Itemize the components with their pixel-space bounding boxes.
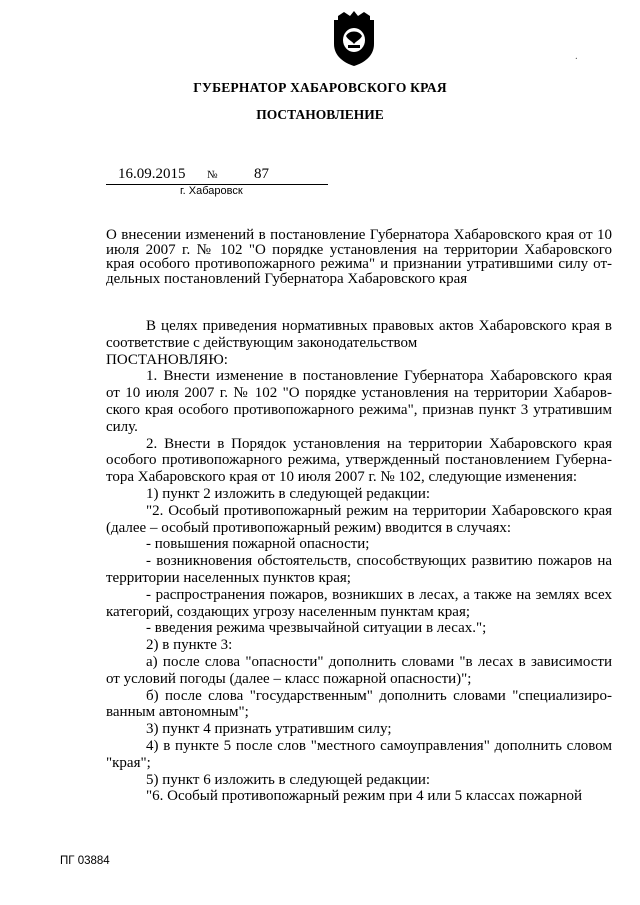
authority-title: ГУБЕРНАТОР ХАБАРОВСКОГО КРАЯ xyxy=(193,80,447,95)
corner-mark: . xyxy=(575,50,578,62)
body-paragraph: 1) пункт 2 изложить в следующей редакции: xyxy=(146,485,431,502)
body-paragraph: - распространения пожаров, возникших в лесах, а также на землях всех категорий, создающих угрозу населенным пунктам края; xyxy=(106,586,612,620)
body-paragraph: 2. Внести в Порядок установления на территории Хабаровского края особого противопожарного режима, утвержденный постановлением Губерна- тора Хабаровского края от 10 июля 2007 г. № 102, следующие изменения: xyxy=(106,435,612,486)
document-number: 87 xyxy=(254,166,269,182)
body-paragraph: а) после слова "опасности" дополнить словами "в лесах в зависимости от условий погоды (далее – класс пожарной опасности)"; xyxy=(106,653,612,687)
body-paragraph: 1. Внести изменение в постановление Губернатора Хабаровского края от 10 июля 2007 г. № 102 "О порядке установления на территории Хабаров- ского края особого противопожарного режима", признав пункт 3 утратившим силу. xyxy=(106,368,612,435)
document-code: ПГ 03884 xyxy=(60,855,110,867)
number-sign: № xyxy=(207,169,218,181)
document-body xyxy=(106,318,612,805)
document-type: ПОСТАНОВЛЕНИЕ xyxy=(256,107,384,122)
city-name: г. Хабаровск xyxy=(180,185,243,197)
body-paragraph: - введения режима чрезвычайной ситуации в лесах."; xyxy=(146,620,487,637)
document-subject: О внесении изменений в постановление Губернатора Хабаровского края от 10 июля 2007 г. № 102 "О порядке установления на территории Хабаровского края особого противопожарного режима" и признании утратившими силу от- дельных постановлений Губернатора Хабаровского края xyxy=(106,227,612,287)
body-paragraph: 2) в пункте 3: xyxy=(146,637,233,654)
body-paragraph: "6. Особый противопожарный режим при 4 или 5 классах пожарной xyxy=(146,788,583,805)
date-number-line xyxy=(106,166,328,185)
body-paragraph: - повышения пожарной опасности; xyxy=(146,536,370,553)
body-paragraph: 3) пункт 4 признать утратившим силу; xyxy=(146,721,392,738)
body-paragraph: б) после слова "государственным" дополнить словами "специализиро- ванным автономным"; xyxy=(106,687,612,721)
body-paragraph: "2. Особый противопожарный режим на территории Хабаровского края (далее – особый противопожарный режим) вводится в случаях: xyxy=(106,502,612,536)
body-paragraph: ПОСТАНОВЛЯЮ: xyxy=(106,351,228,368)
body-paragraph: 5) пункт 6 изложить в следующей редакции: xyxy=(146,771,431,788)
coat-of-arms-icon xyxy=(330,10,378,68)
document-date: 16.09.2015 xyxy=(118,166,186,182)
body-paragraph: В целях приведения нормативных правовых актов Хабаровского края в соответствие с действующим законодательством xyxy=(106,318,612,351)
body-paragraph: - возникновения обстоятельств, способствующих развитию пожаров на территории населенных пунктов края; xyxy=(106,553,612,586)
body-paragraph: 4) в пункте 5 после слов "местного самоуправления" дополнить словом "края"; xyxy=(106,737,612,771)
